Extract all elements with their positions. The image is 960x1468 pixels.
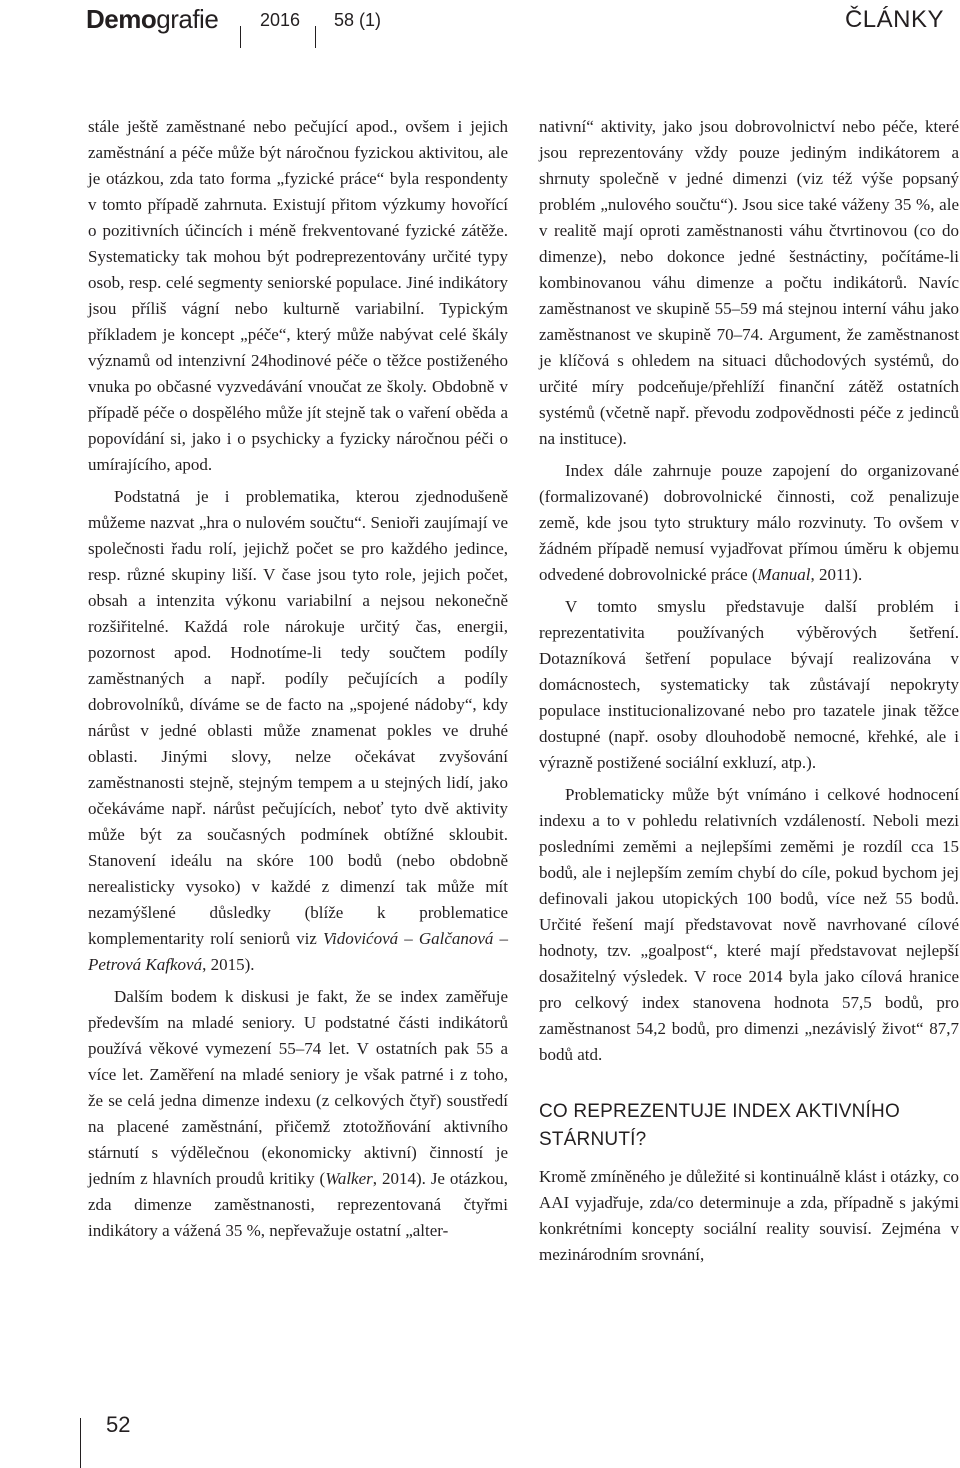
page-number: 52 — [106, 1412, 131, 1437]
header-issue: 58 (1) — [334, 10, 382, 30]
footer-divider — [80, 1418, 81, 1468]
paragraph — [88, 484, 508, 978]
header-divider — [315, 26, 316, 48]
header-year: 2016 — [260, 10, 301, 30]
header-section: ČLÁNKY — [844, 6, 944, 33]
citation: Vidovićová – Galčanová – Petrová Kafková — [88, 929, 509, 974]
paragraph: Problematicky může být vnímáno i celkové hodnocení indexu a to v pohledu relativních vzdáleností. Neboli mezi posledními zeměmi a nejlepšími zeměmi je rozdíl cca 15 bodů, ale i nejlepším zemím chybí do cíle, pokud bychom jej definovali jakou utopických 100 bodů, více než 55 bodů. Určité řešení mají představovat nově navrhované cílové hodnoty, tzv. „goalpost“, které mají představovat nejlepší dosažitelný výsledek. V roce 2014 byla jako cílová hranice pro celkový index stanovena hodnota 57,5 bodů, pro zaměstnanost 54,2 bodů, pro dimenzi „nezávislý život“ 87,7 bodů atd. — [539, 785, 959, 1064]
paragraph — [88, 984, 508, 1244]
paragraph: Kromě zmíněného je důležité si kontinuálně klást i otázky, co AAI vyjadřuje, zda/co determinuje a zda, případně s jakými konkrétními koncepty sociální reality souvisí. Zejména v mezinárodním srovnání, — [539, 1167, 959, 1264]
logo-part-1: Demo — [86, 4, 157, 34]
citation: Walker — [325, 1169, 373, 1188]
section-heading: CO REPREZENTUJE INDEX AKTIVNÍHO STÁRNUTÍ? — [539, 1101, 900, 1150]
paragraph: stále ještě zaměstnané nebo pečující apod., ovšem i jejich zaměstnání a péče může být náročnou fyzickou aktivitou, ale je otázkou, zda tato forma „fyzické práce“ byla respondenty v tomto případě zahrnuta. Existují přitom výzkumy hovořící o pozitivních účincích i méně frekventované fyzické zátěže. Systematicky tak mohou být podreprezentovány určité typy osob, resp. celé segmenty seniorské populace. Jiné indikátory jsou příliš vágní nebo kulturně variabilní. Typickým příkladem je koncept „péče“, který může nabývat celé škály významů od intenzivní 24hodinové péče o těžce postiženého vnuka po občasné vyzvedávání vnoučat ze školy. Obdobně v případě péče o dospělého může jít stejně tak o vaření oběda a popovídání si, jako i o psychicky a fyzicky náročnou péči o umírajícího, apod. — [88, 117, 508, 474]
paragraph-text: , 2014). Je otázkou, zda dimenze zaměstnanosti, reprezentovaná čtyřmi indikátory a vážená 35 %, nepřevažuje ostatní „alter- — [88, 1169, 508, 1240]
paragraph — [539, 458, 959, 588]
header-divider — [240, 26, 241, 48]
citation: Manual — [757, 565, 811, 584]
paragraph: nativní“ aktivity, jako jsou dobrovolnictví nebo péče, které jsou reprezentovány vždy pouze jediným indikátorem a shrnuty společně v jedné dimenzi (viz též výše popsaný problém „nulového součtu“). Jsou sice také váženy 35 %, ale v realitě mají oproti zaměstnanosti váhu čtvrtinovou (co do dimenze), nebo dokonce jedné šestnáctiny, počítáme-li kombinovanou váhu dimenze a počtu indikátorů. Navíc zaměstnanost ve skupině 55–59 má stejnou interní váhu jako zaměstnanost ve skupině 70–74. Argument, že zaměstnanost je klíčová s ohledem na situaci důchodových systémů, do určité míry podceňuje/přehlíží finanční zátěž ostatních systémů (včetně např. převodu zodpovědnosti péče z jedinců na instituce). — [539, 117, 959, 448]
page-header — [0, 0, 960, 46]
right-column — [539, 114, 959, 1268]
paragraph-text: , 2015). — [202, 955, 255, 974]
left-column — [88, 114, 508, 1244]
paragraph-text: Podstatná je i problematika, kterou zjednodušeně můžeme nazvat „hra o nulovém součtu“. Senioři zaujímají ve společnosti řadu rolí, jejichž počet se pro každého jedince, resp. různé skupiny liší. V čase jsou tyto role, jejich počet, obsah a intenzita výkonu variabilní a nejsou nekonečně rozšiřitelné. Každá role nárokuje určitý čas, energii, pozornost apod. Hodnotíme-li tedy součtem podíly zaměstnaných a např. podíly pečujících a podíly dobrovolníků, díváme se de facto na „spojené nádoby“, kdy nárůst v jedné oblasti může znamenat pokles ve druhé oblasti. Jinými slovy, nelze očekávat zvyšování zaměstnanosti stejně, stejným tempem a u stejných lidí, jako očekáváme např. nárůst pečujících, neboť tyto dvě aktivity může být za současných podmínek obtížné skloubit. Stanovení ideálu na skóre 100 bodů (nebo obdobně nerealisticky vysoko) v každé z dimenzí tak může mít nezamýšlené důsledky (blíže k problematice komplementarity rolí seniorů viz — [88, 487, 508, 948]
journal-logo — [86, 4, 218, 35]
paragraph-text: Index dále zahrnuje pouze zapojení do organizované (formalizované) dobrovolnické činnosti, což penalizuje země, kde jsou tyto struktury málo rozvinuty. To ovšem v žádném případě nemusí vyjadřovat přímou úměru k objemu odvedené dobrovolnické práce ( — [539, 461, 959, 584]
paragraph-text: Dalším bodem k diskusi je fakt, že se index zaměřuje především na mladé seniory. U podstatné části indikátorů používá věkové vymezení 55–74 let. V ostatních pak 55 a více let. Zaměření na mladé seniory je však patrné i z toho, že se celá jedna dimenze indexu (z celkových čtyř) soustředí na placené zaměstnání, přičemž ztotožňování aktivního stárnutí s výdělečnou (ekonomicky aktivní) činností je jedním z hlavních proudů kritiky ( — [88, 987, 508, 1188]
paragraph: V tomto smyslu představuje další problém i reprezentativita používaných výběrových šetření. Dotazníková šetření populace bývají realizována v domácnostech, systematicky tak zůstávají nepokryty populace institucionalizované nebo pro tazatele jinak těžce dostupné (např. osoby dlouhodobě nemocné, křehké, ale i výrazně postižené sociální exkluzí, atp.). — [539, 597, 959, 772]
logo-part-2: grafie — [156, 4, 219, 34]
paragraph-text: , 2011). — [810, 565, 863, 584]
